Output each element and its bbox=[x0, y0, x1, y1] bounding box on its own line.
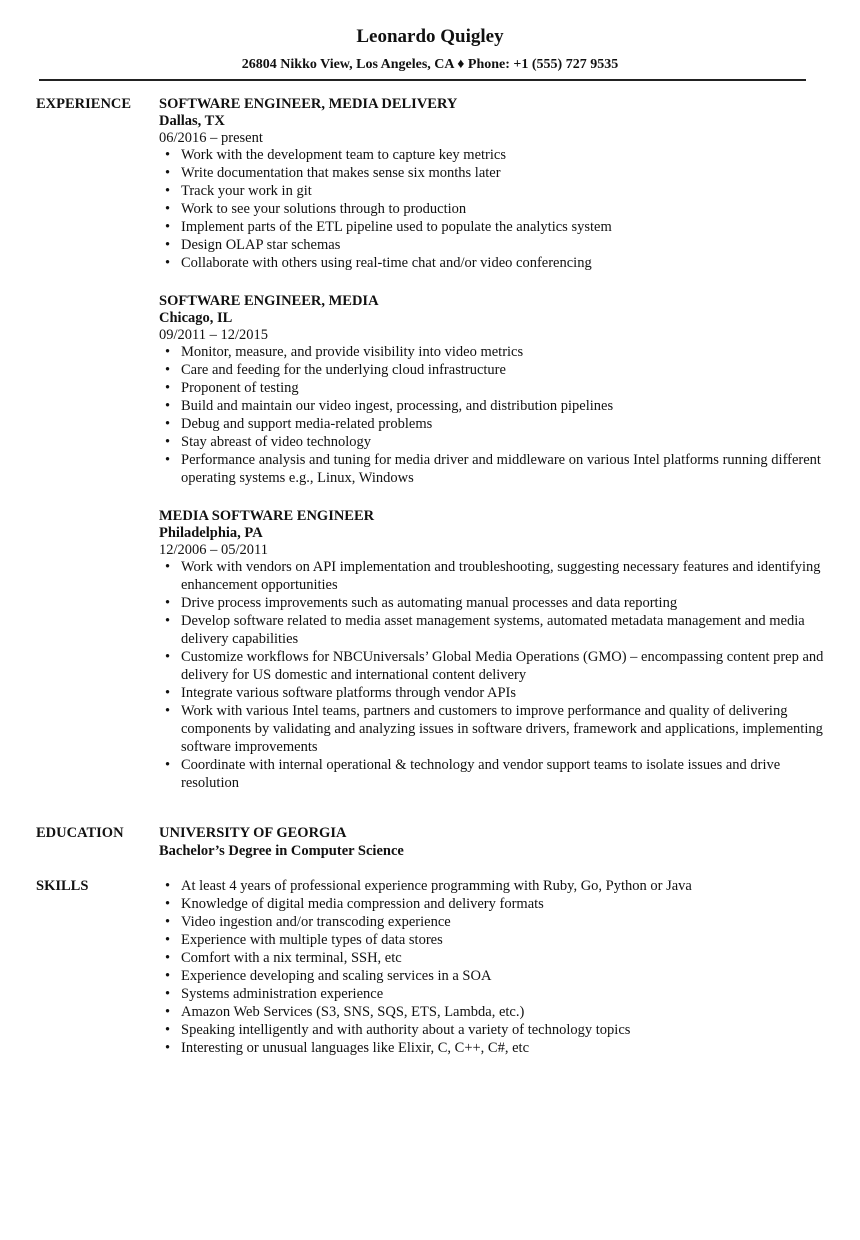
job-bullet-list bbox=[159, 343, 824, 487]
job-location: Dallas, TX bbox=[159, 113, 225, 129]
section-title-skills: SKILLS bbox=[36, 878, 89, 894]
skill-item: • Interesting or unusual languages like Elixir, C, C++, C#, etc bbox=[159, 1039, 824, 1057]
job-title: SOFTWARE ENGINEER, MEDIA DELIVERY bbox=[159, 96, 458, 112]
job-bullet: • Drive process improvements such as automating manual processes and data reporting bbox=[159, 594, 824, 612]
job-bullet: • Develop software related to media asset management systems, automated metadata management and media delivery capabilities bbox=[159, 612, 824, 648]
skill-item: • Experience developing and scaling services in a SOA bbox=[159, 967, 824, 985]
education-school: UNIVERSITY OF GEORGIA bbox=[159, 825, 347, 841]
skill-item: • Speaking intelligently and with authority about a variety of technology topics bbox=[159, 1021, 824, 1039]
section-title-education: EDUCATION bbox=[36, 825, 124, 841]
skills-list bbox=[159, 877, 824, 1057]
job-bullet-list bbox=[159, 146, 824, 272]
job-bullet: • Stay abreast of video technology bbox=[159, 433, 824, 451]
job-entry bbox=[159, 95, 824, 272]
skill-item: • Comfort with a nix terminal, SSH, etc bbox=[159, 949, 824, 967]
section-title-experience: EXPERIENCE bbox=[36, 96, 132, 112]
job-dates: 06/2016 – present bbox=[159, 130, 263, 146]
skill-item: • At least 4 years of professional experience programming with Ruby, Go, Python or Java bbox=[159, 877, 824, 895]
job-bullet: • Coordinate with internal operational & technology and vendor support teams to isolate issues and drive resolution bbox=[159, 756, 824, 792]
job-bullet: • Monitor, measure, and provide visibility into video metrics bbox=[159, 343, 824, 361]
job-bullet: • Collaborate with others using real-time chat and/or video conferencing bbox=[159, 254, 824, 272]
job-bullet: • Write documentation that makes sense six months later bbox=[159, 164, 824, 182]
job-entry bbox=[159, 292, 824, 487]
job-bullet: • Work to see your solutions through to production bbox=[159, 200, 824, 218]
experience-section bbox=[36, 95, 824, 812]
job-title: MEDIA SOFTWARE ENGINEER bbox=[159, 508, 375, 524]
candidate-name: Leonardo Quigley bbox=[356, 26, 504, 47]
job-bullet: • Performance analysis and tuning for media driver and middleware on various Intel platforms running different operating systems e.g., Linux, Windows bbox=[159, 451, 824, 487]
job-location: Philadelphia, PA bbox=[159, 525, 263, 541]
experience-list bbox=[159, 95, 824, 812]
job-bullet: • Implement parts of the ETL pipeline used to populate the analytics system bbox=[159, 218, 824, 236]
job-bullet: • Work with the development team to capture key metrics bbox=[159, 146, 824, 164]
skill-item: • Video ingestion and/or transcoding experience bbox=[159, 913, 824, 931]
skill-item: • Amazon Web Services (S3, SNS, SQS, ETS, Lambda, etc.) bbox=[159, 1003, 824, 1021]
job-bullet: • Customize workflows for NBCUniversals’ Global Media Operations (GMO) – encompassing content prep and delivery for US domestic and international content delivery bbox=[159, 648, 824, 684]
job-entry bbox=[159, 507, 824, 792]
job-bullet: • Debug and support media-related problems bbox=[159, 415, 824, 433]
job-bullet: • Design OLAP star schemas bbox=[159, 236, 824, 254]
job-bullet: • Care and feeding for the underlying cloud infrastructure bbox=[159, 361, 824, 379]
job-bullet: • Integrate various software platforms through vendor APIs bbox=[159, 684, 824, 702]
job-bullet: • Work with vendors on API implementation and troubleshooting, suggesting necessary features and identifying enhancement opportunities bbox=[159, 558, 824, 594]
job-bullet: • Build and maintain our video ingest, processing, and distribution pipelines bbox=[159, 397, 824, 415]
header-divider bbox=[39, 79, 806, 81]
job-dates: 09/2011 – 12/2015 bbox=[159, 327, 269, 343]
skill-item: • Knowledge of digital media compression and delivery formats bbox=[159, 895, 824, 913]
skill-item: • Systems administration experience bbox=[159, 985, 824, 1003]
job-bullet-list bbox=[159, 558, 824, 792]
skills-section bbox=[36, 877, 824, 1057]
job-bullet: • Proponent of testing bbox=[159, 379, 824, 397]
education-section bbox=[36, 824, 824, 861]
education-degree: Bachelor’s Degree in Computer Science bbox=[159, 843, 404, 859]
job-location: Chicago, IL bbox=[159, 310, 233, 326]
contact-line: 26804 Nikko View, Los Angeles, CA ♦ Phone: +1 (555) 727 9535 bbox=[241, 57, 619, 72]
job-bullet: • Track your work in git bbox=[159, 182, 824, 200]
skill-item: • Experience with multiple types of data stores bbox=[159, 931, 824, 949]
job-dates: 12/2006 – 05/2011 bbox=[159, 542, 269, 558]
job-title: SOFTWARE ENGINEER, MEDIA bbox=[159, 293, 379, 309]
job-bullet: • Work with various Intel teams, partners and customers to improve performance and quality of delivering components by validating and analyzing issues in software drivers, framework and applications, implementing software improvements bbox=[159, 702, 824, 756]
